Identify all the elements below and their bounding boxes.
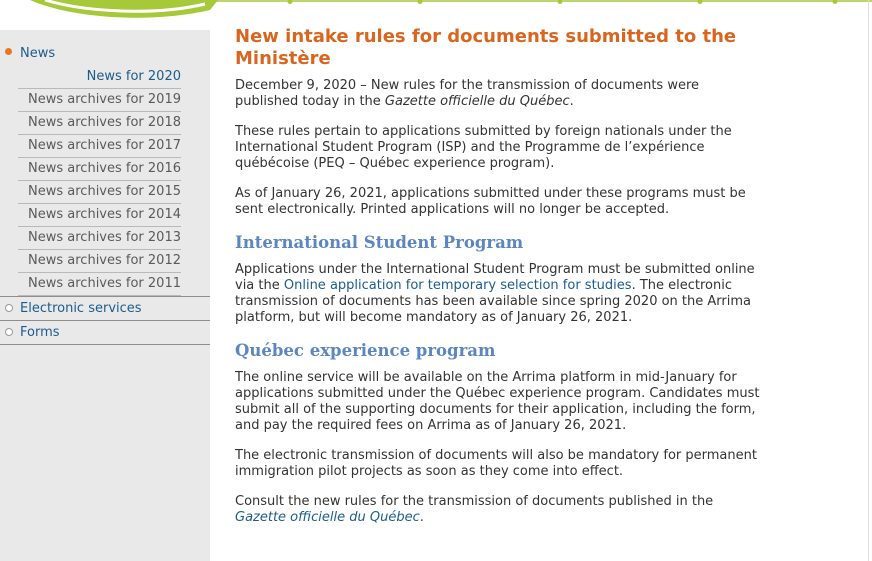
orange-bullet-icon — [5, 48, 12, 55]
isp-text-before: Applications under the International Student Program must be submitted online via the — [235, 262, 755, 293]
circle-bullet-icon — [5, 304, 13, 312]
isp-text-after: . The electronic transmission of documents has been available since spring 2020 on the Arrima platform, but will become mandatory as of January 26, 2021. — [235, 278, 751, 325]
sidebar-subitem-news-2017[interactable]: News archives for 2017 — [18, 135, 181, 158]
sidebar-item-label: Forms — [20, 325, 60, 340]
sidebar — [0, 0, 210, 561]
isp-paragraph — [235, 262, 765, 326]
peq-heading: Québec experience program — [235, 341, 496, 360]
sidebar-subitem-news-2012[interactable]: News archives for 2012 — [18, 250, 181, 273]
circle-bullet-icon — [5, 328, 13, 336]
sidebar-item-electronic-services[interactable] — [0, 296, 210, 321]
header-swoosh-decoration — [0, 0, 872, 28]
gazette-link[interactable]: Gazette officielle du Québec — [235, 510, 420, 525]
sidebar-subitem-news-2011[interactable]: News archives for 2011 — [18, 273, 181, 296]
sidebar-subitem-news-2014[interactable]: News archives for 2014 — [18, 204, 181, 227]
isp-heading: International Student Program — [235, 233, 524, 252]
deadline-paragraph: As of January 26, 2021, applications submitted under these programs must be sent electronically. Printed applications will no longer be accepted. — [235, 186, 746, 217]
gazette-title: Gazette officielle du Québec — [384, 94, 570, 109]
intro-paragraph — [235, 78, 765, 110]
peq-paragraph-2: The electronic transmission of documents will also be mandatory for permanent immigration pilot projects as soon as they come into effect. — [235, 448, 757, 479]
intro-text: December 9, 2020 – New rules for the transmission of documents were published today in the — [235, 78, 700, 109]
sidebar-subitem-news-2016[interactable]: News archives for 2016 — [18, 158, 181, 181]
sidebar-subitem-news-2018[interactable]: News archives for 2018 — [18, 112, 181, 135]
sidebar-item-label: News — [20, 46, 56, 61]
intro-end: . — [569, 94, 574, 109]
consult-text: Consult the new rules for the transmission of documents published in the — [235, 494, 714, 509]
sidebar-item-news[interactable] — [0, 42, 210, 66]
peq-paragraph-1: The online service will be available on the Arrima platform in mid-January for applications submitted under the Québec experience program. Candidates must submit all of the supporting documents for their application, including the form, and pay the required fees on Arrima as of January 26, 2021. — [235, 370, 760, 433]
sidebar-subitem-news-2015[interactable]: News archives for 2015 — [18, 181, 181, 204]
rules-paragraph: These rules pertain to applications submitted by foreign nationals under the International Student Program (ISP) and the Programme de l’expérience québécoise (PEQ – Québec experience program). — [235, 124, 732, 171]
page-title: New intake rules for documents submitted to the Ministère — [235, 26, 737, 69]
online-application-link[interactable]: Online application for temporary selection for studies — [283, 278, 632, 293]
sidebar-subitem-news-2020[interactable]: News for 2020 — [18, 66, 181, 89]
sidebar-nav — [0, 42, 210, 345]
sidebar-item-label: Electronic services — [20, 301, 142, 316]
sidebar-subitem-news-2013[interactable]: News archives for 2013 — [18, 227, 181, 250]
main-content — [235, 26, 765, 540]
consult-paragraph — [235, 494, 765, 526]
sidebar-item-forms[interactable] — [0, 321, 210, 345]
right-border — [868, 0, 869, 561]
sidebar-subitem-news-2019[interactable]: News archives for 2019 — [18, 89, 181, 112]
consult-end: . — [419, 510, 424, 525]
